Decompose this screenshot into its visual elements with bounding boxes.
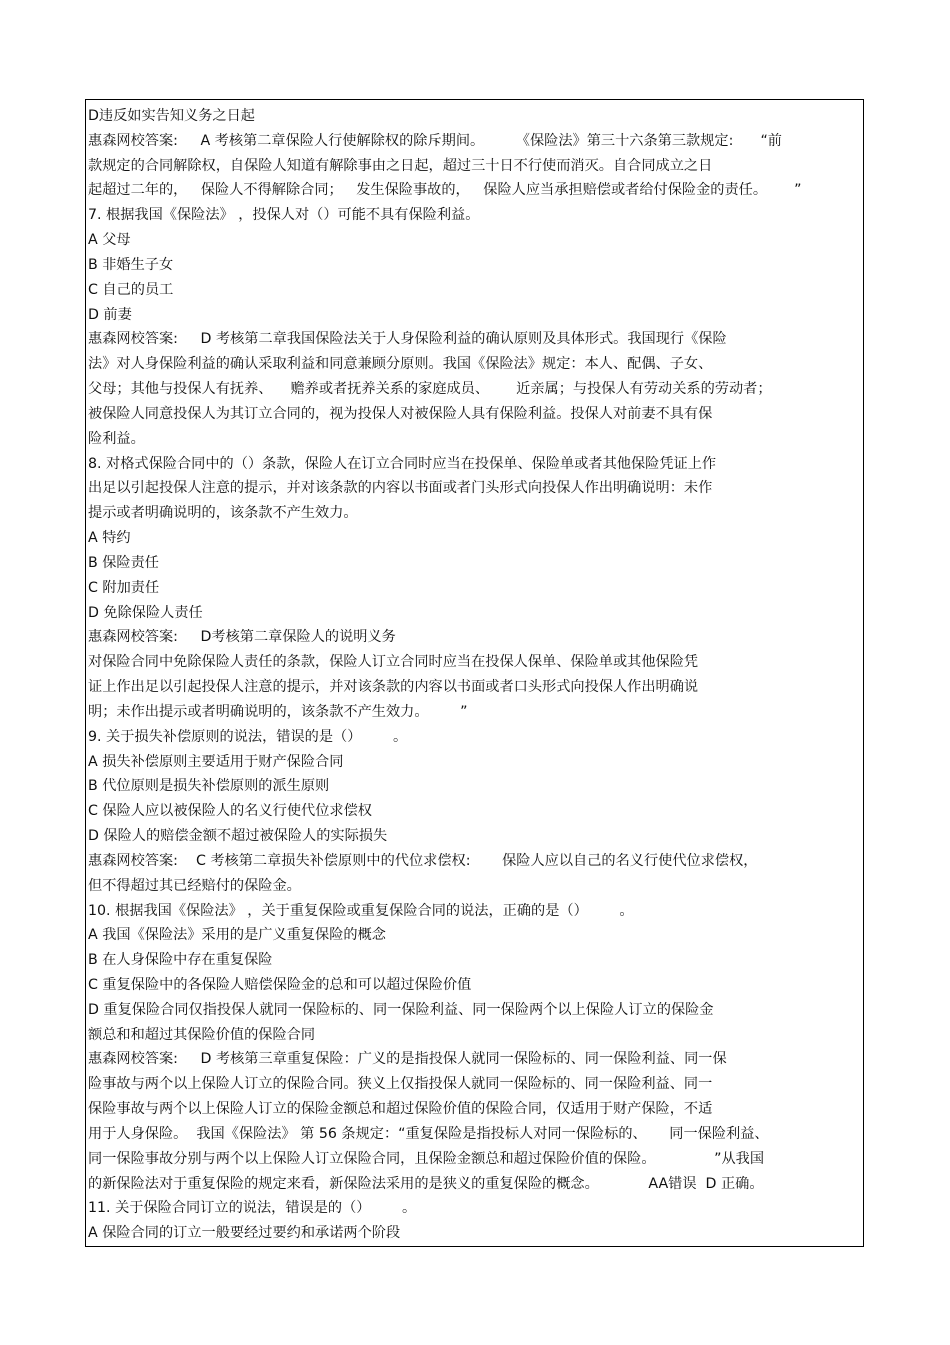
text-line: C 重复保险中的各保险人赔偿保险金的总和可以超过保险价值 bbox=[88, 976, 472, 993]
text-line: 惠森网校答案: D 考核第三章重复保险：广义的是指投保人就同一保险标的、同一保险利益、同一保 bbox=[88, 1051, 727, 1068]
text-line: C 附加责任 bbox=[88, 579, 160, 596]
text-line: B 代位原则是损失补偿原则的派生原则 bbox=[88, 778, 330, 795]
text-line: 款规定的合同解除权，自保险人知道有解除事由之日起，超过三十日不行使而消灭。自合同成立之日 bbox=[88, 157, 713, 174]
text-line: 11. 关于保险合同订立的说法，错误是的（） 。 bbox=[88, 1200, 417, 1217]
text-line: 起超过二年的， 保险人不得解除合同； 发生保险事故的， 保险人应当承担赔偿或者给付保险金的责任。 ” bbox=[88, 182, 802, 199]
text-line: 保险事故与两个以上保险人订立的保险金额总和超过保险价值的保险合同，仅适用于财产保险，不适 bbox=[88, 1101, 713, 1118]
text-line: C 保险人应以被保险人的名义行使代位求偿权 bbox=[88, 803, 372, 820]
text-line: B 在人身保险中存在重复保险 bbox=[88, 952, 273, 969]
text-line: D 重复保险合同仅指投保人就同一保险标的、同一保险利益、同一保险两个以上保险人订立的保险金 bbox=[88, 1001, 714, 1018]
text-line: A 保险合同的订立一般要经过要约和承诺两个阶段 bbox=[88, 1225, 401, 1242]
text-line: 提示或者明确说明的，该条款不产生效力。 bbox=[88, 505, 358, 522]
text-line: 用于人身保险。 我国《保险法》 第 56 条规定：“重复保险是指投标人对同一保险标的、 同一保险利益、 bbox=[88, 1125, 769, 1142]
text-line: 惠森网校答案: C 考核第二章损失补偿原则中的代位求偿权: 保险人应以自己的名义行使代位求偿权， bbox=[88, 852, 758, 869]
text-line: B 保险责任 bbox=[88, 554, 159, 571]
text-line: 惠森网校答案: A 考核第二章保险人行使解除权的除斥期间。 《保险法》第三十六条第三款规定: “前 bbox=[88, 132, 782, 149]
text-line: A 特约 bbox=[88, 530, 131, 547]
text-line: 险利益。 bbox=[88, 430, 145, 447]
text-line: 惠森网校答案: D 考核第二章我国保险法关于人身保险利益的确认原则及具体形式。我国现行《保险 bbox=[88, 331, 727, 348]
text-line: 但不得超过其已经赔付的保险金。 bbox=[88, 877, 301, 894]
text-line: 法》对人身保险利益的确认采取利益和同意兼顾分原则。我国《保险法》规定：本人、配偶、子女、 bbox=[88, 356, 713, 373]
text-line: 8. 对格式保险合同中的（）条款，保险人在订立合同时应当在投保单、保险单或者其他保险凭证上作 bbox=[88, 455, 717, 472]
text-line: B 非婚生子女 bbox=[88, 256, 174, 273]
text-line: 出足以引起投保人注意的提示，并对该条款的内容以书面或者门头形式向投保人作出明确说明：未作 bbox=[88, 480, 713, 497]
text-line: D违反如实告知义务之日起 bbox=[88, 108, 255, 124]
text-line: D 免除保险人责任 bbox=[88, 604, 203, 621]
text-line: A 损失补偿原则主要适用于财产保险合同 bbox=[88, 753, 344, 770]
document-text bbox=[88, 104, 860, 1246]
text-line: 惠森网校答案: D考核第二章保险人的说明义务 bbox=[88, 629, 396, 646]
text-line: 对保险合同中免除保险人责任的条款，保险人订立合同时应当在投保人保单、保险单或其他保险凭 bbox=[88, 654, 699, 671]
text-line: A 我国《保险法》采用的是广义重复保险的概念 bbox=[88, 927, 386, 944]
text-line: 同一保险事故分别与两个以上保险人订立保险合同，且保险金额总和超过保险价值的保险。 ”从我国 bbox=[88, 1150, 765, 1167]
text-line: 证上作出足以引起投保人注意的提示，并对该条款的内容以书面或者口头形式向投保人作出明确说 bbox=[88, 679, 699, 696]
text-line: C 自己的员工 bbox=[88, 281, 174, 298]
text-line: 被保险人同意投保人为其订立合同的，视为投保人对被保险人具有保险利益。投保人对前妻不具有保 bbox=[88, 405, 713, 422]
text-line: 父母；其他与投保人有抚养、 赡养或者抚养关系的家庭成员、 近亲属；与投保人有劳动关系的劳动者； bbox=[88, 381, 772, 398]
text-line: 9. 关于损失补偿原则的说法，错误的是（） 。 bbox=[88, 728, 408, 745]
text-line: 险事故与两个以上保险人订立的保险合同。狭义上仅指投保人就同一保险标的、同一保险利益、同一 bbox=[88, 1076, 713, 1093]
text-line: 明；未作出提示或者明确说明的，该条款不产生效力。 ” bbox=[88, 703, 468, 720]
text-line: 10. 根据我国《保险法》 ，关于重复保险或重复保险合同的说法，正确的是（） 。 bbox=[88, 902, 634, 919]
text-line: A 父母 bbox=[88, 232, 131, 249]
text-line: 的新保险法对于重复保险的规定来看，新保险法采用的是狭义的重复保险的概念。 AA错误 D 正确。 bbox=[88, 1175, 764, 1192]
text-line: 7. 根据我国《保险法》 ，投保人对（）可能不具有保险利益。 bbox=[88, 207, 480, 224]
text-line: D 保险人的赔偿金额不超过被保险人的实际损失 bbox=[88, 828, 388, 845]
text-line: D 前妻 bbox=[88, 306, 132, 323]
text-line: 额总和和超过其保险价值的保险合同 bbox=[88, 1026, 316, 1043]
